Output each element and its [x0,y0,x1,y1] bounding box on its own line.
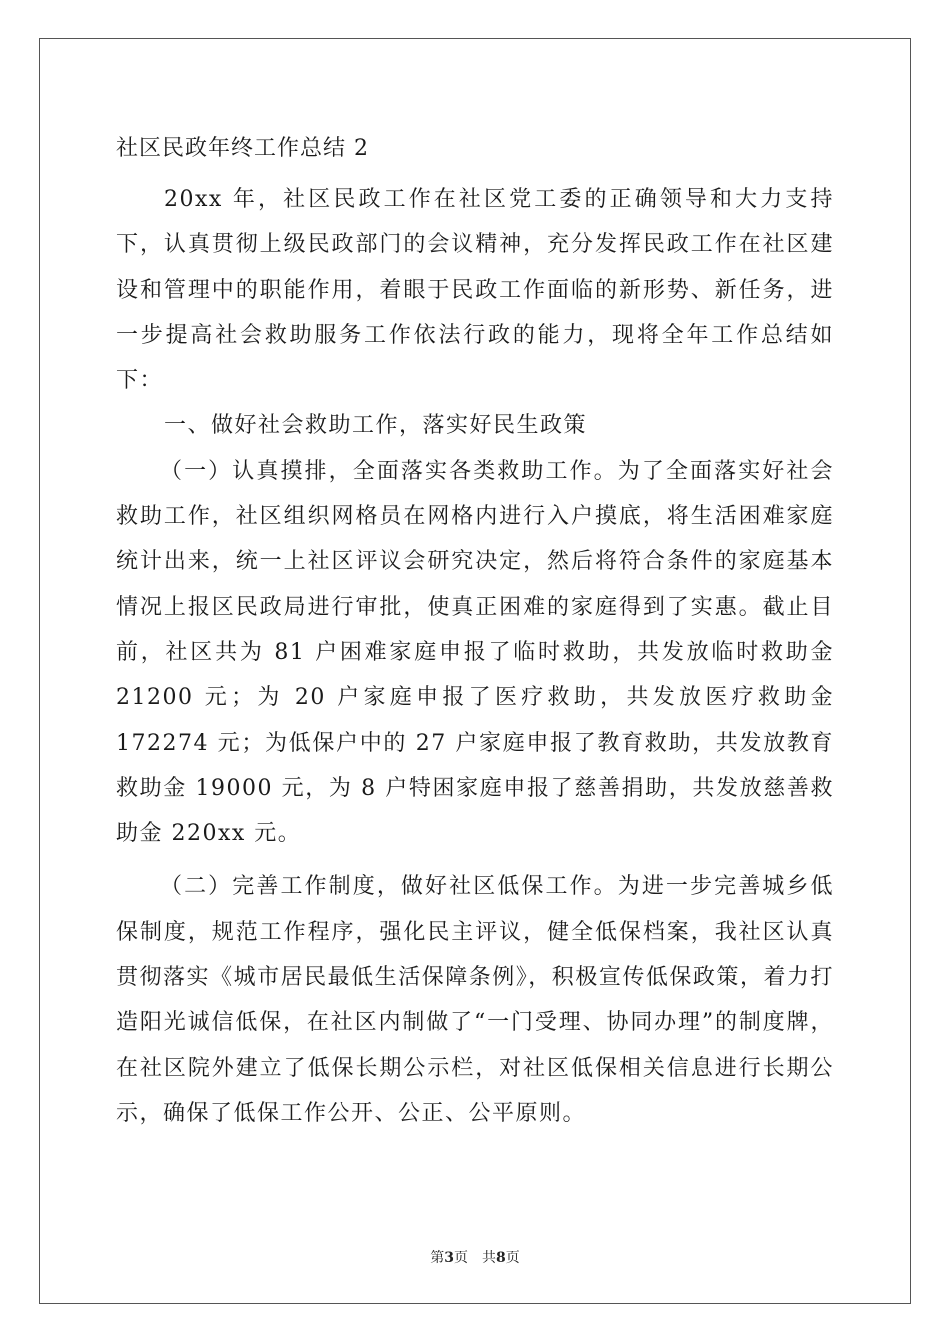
subsection-paragraph-1: （一）认真摸排，全面落实各类救助工作。为了全面落实好社会救助工作，社区组织网格员在网格内进行入户摸底，将生活困难家庭统计出来，统一上社区评议会研究决定，然后将符合条件的家庭基本情况上报区民政局进行审批，使真正困难的家庭得到了实惠。截止目前，社区共为 81 户困难家庭申报了临时救助，共发放临时救助金 21200 元；为 20 户家庭申报了医疗救助，共发放医疗救助金 172274 元；为低保户中的 27 户家庭申报了教育救助，共发放教育救助金 19000 元，为 8 户特困家庭申报了慈善捐助，共发放慈善救助金 220xx 元。 [116,458,834,847]
page-footer [0,1248,950,1268]
total-pages: 8 [496,1250,506,1266]
subsection-paragraph-2: （二）完善工作制度，做好社区低保工作。为进一步完善城乡低保制度，规范工作程序，强化民主评议，健全低保档案，我社区认真贯彻落实《城市居民最低生活保障条例》，积极宣传低保政策，着力打造阳光诚信低保，在社区内制做了“一门受理、协同办理”的制度牌，在社区院外建立了低保长期公示栏，对社区低保相关信息进行长期公示，确保了低保工作公开、公正、公平原则。 [116,874,834,1126]
document-body [116,127,834,1136]
page-prefix: 第 [430,1250,445,1266]
total-prefix: 共 [482,1250,496,1266]
section-heading: 一、做好社会救助工作，落实好民生政策 [164,413,588,439]
page-number: 3 [444,1250,454,1266]
intro-paragraph: 20xx 年，社区民政工作在社区党工委的正确领导和大力支持下，认真贯彻上级民政部门的会议精神，充分发挥民政工作在社区建设和管理中的职能作用，着眼于民政工作面临的新形势、新任务，进一步提高社会救助服务工作依法行政的能力，现将全年工作总结如下： [116,187,834,394]
document-title: 社区民政年终工作总结 2 [116,136,369,161]
page-suffix: 页 [454,1250,468,1266]
total-suffix: 页 [505,1250,520,1266]
